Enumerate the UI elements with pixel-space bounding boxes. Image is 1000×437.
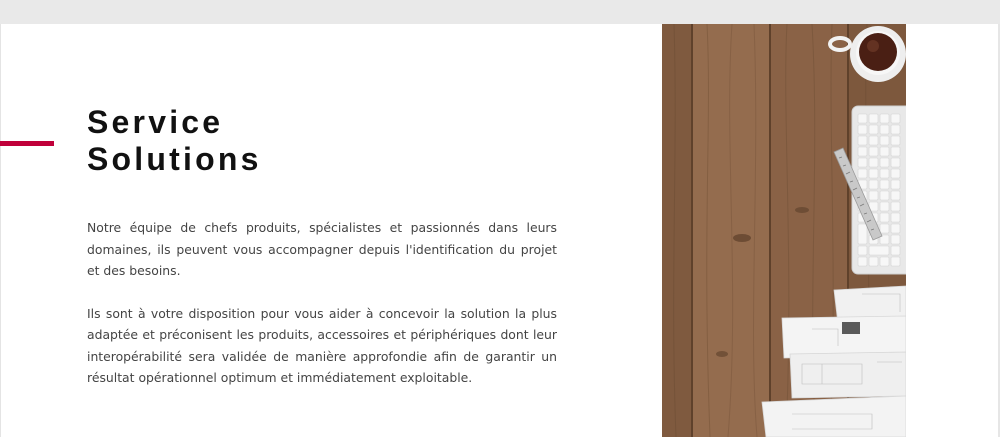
section-body: [87, 217, 557, 389]
section-title: [87, 104, 262, 178]
paragraph-2: Ils sont à votre disposition pour vous aider à concevoir la solution la plus adaptée et préconisent les produits, accessoires et périphériques dont leur interopérabilité sera validée de manière approfondie afin de garantir un résultat opérationnel optimum et immédiatement exploitable.: [87, 305, 557, 385]
frame-left-border: [0, 24, 1, 437]
top-bar: [0, 0, 1000, 24]
title-line-1: Service: [87, 104, 224, 140]
paragraph-1: Notre équipe de chefs produits, spécialistes et passionnés dans leurs domaines, ils peuvent vous accompagner depuis l'identification du projet et des besoins.: [87, 220, 557, 278]
title-line-2: Solutions: [87, 141, 262, 177]
accent-line: [0, 141, 54, 146]
desk-photo: [662, 24, 906, 437]
